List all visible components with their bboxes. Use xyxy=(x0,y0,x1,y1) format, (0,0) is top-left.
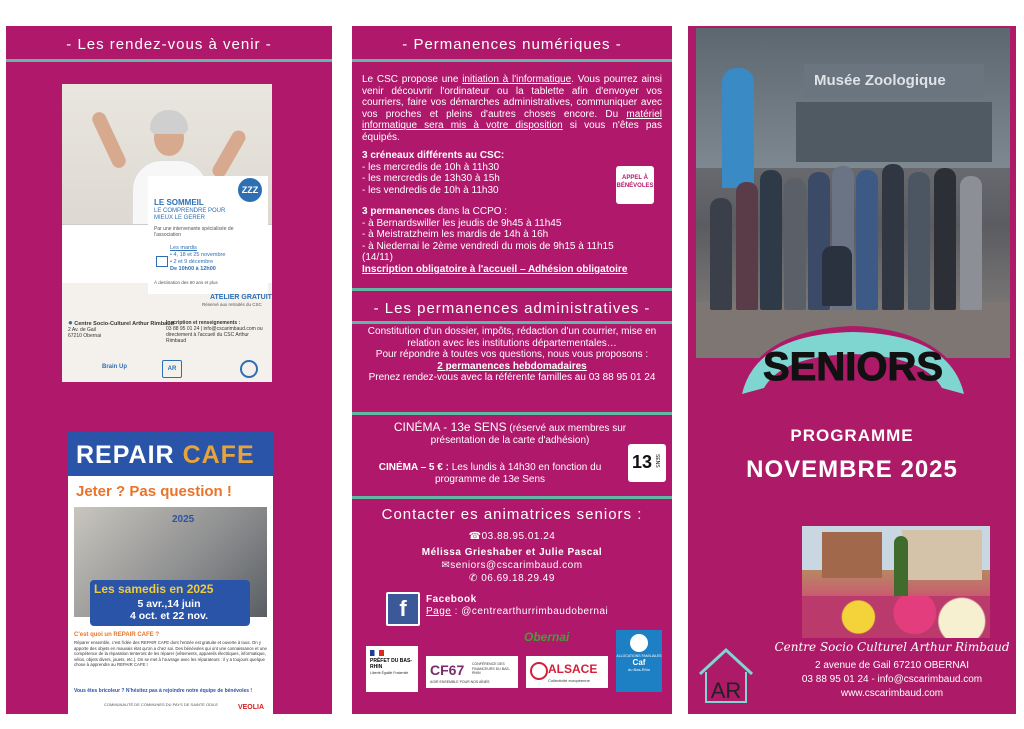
13e-sens-logo: 13 SENS xyxy=(628,444,666,482)
sommeil-note: Par une intervenante spécialisée de l'association xyxy=(154,226,234,238)
creneaux-block: 3 créneaux différents au CSC: - les mercredis de 10h à 11h30 - les mercredis de 13h30 à 15h - les vendredis de 10h à 11h30 xyxy=(362,150,622,196)
centre-website[interactable]: www.cscarimbaud.com xyxy=(840,688,944,699)
permanence-item: (14/11) xyxy=(362,252,393,264)
month-title: NOVEMBRE 2025 xyxy=(746,456,958,483)
repair-cafe-body: Réparer ensemble, c'est l'idée des REPAIR CAFE dont l'entrée est gratuite et ouverte à tous. On y apporte des objets en mauvais état qu'on a chez soi. Des bénévoles qui ont une connaissance et une compétence de la réparation tenteront de les réparer (vêtements, appareils électriques, informatique, vélos, objets divers, jouets, etc.). On se met à l'ouvrage avec les réparateurs : il y a toujours quelque chose à apprendre au REPAIR CAFE ! xyxy=(74,640,267,668)
divider xyxy=(352,412,672,415)
repair-cafe-title: REPAIR CAFE xyxy=(76,441,255,469)
ar-house-logo xyxy=(696,644,756,706)
contact-names: Mélissa Grieshaber et Julie Pascal xyxy=(421,547,603,558)
facebook-icon[interactable]: f xyxy=(386,592,420,626)
centre-address: 2 avenue de Gail 67210 OBERNAI xyxy=(815,660,969,671)
sommeil-title: LE SOMMEIL xyxy=(154,198,204,207)
calendar-icon xyxy=(156,256,168,267)
admin-block: Constitution d'un dossier, impôts, rédaction d'un courrier, mise en relation avec les institutions départementales… Pour répondre à toutes vos questions, nous vous proposons : 2 permanences hebdomadaires Prenez rendez-vous avec la référente familles au 03 88 95 01 24 xyxy=(367,326,657,384)
permanence-item: - à Meistratzheim les mardis de 14h à 16h xyxy=(362,229,549,241)
panel-title: - Les rendez-vous à venir - xyxy=(66,36,272,53)
permanences-ccpo: 3 permanences dans la CCPO : - à Bernardswiller les jeudis de 9h45 à 11h45 - à Meistratzheim les mardis de 14h à 16h - à Niedernai le 2ème vendredi du mois de 9h15 à 11h15 (14/11) Inscription obligatoire à l'accueil – Adhésion obligatoire xyxy=(362,206,667,276)
partner-logo xyxy=(240,360,258,378)
brain-up-logo: Brain Up xyxy=(102,364,128,370)
centre-contact[interactable]: 03 88 95 01 24 - info@cscarimbaud.com xyxy=(801,674,983,685)
sommeil-dates: Les mardis • 4, 18 et 25 novembre • 2 et 9 décembre De 10h00 à 12h00 xyxy=(170,245,226,272)
caf-logo: ALLOCATIONS FAMILIALES Caf du Bas-Rhin xyxy=(616,630,662,692)
contact-email[interactable]: ✉seniors@cscarimbaud.com xyxy=(441,560,583,571)
atelier-sub: Réservé aux retraités du CSC xyxy=(202,302,262,307)
seniors-banner xyxy=(728,316,978,426)
creneau-item: - les mercredis de 13h30 à 15h xyxy=(362,173,500,185)
inscription-obligatoire: Inscription obligatoire à l'accueil – Adhésion obligatoire xyxy=(362,263,628,275)
zzz-icon: ZZZ xyxy=(238,178,262,202)
cinema-block: CINÉMA - 13e SENS (réservé aux membres sur présentation de la carte d'adhésion) xyxy=(393,420,627,446)
repair-cafe-footer: COMMUNAUTÉ DE COMMUNES DU PAYS DE SAINTE ODILE VEOLIA xyxy=(104,702,264,711)
panel-cover xyxy=(688,26,1016,714)
contact-phone[interactable]: ☎03.88.95.01.24 xyxy=(468,531,556,542)
musee-sign: Musée Zoologique xyxy=(814,72,946,89)
repair-cafe-question: C'est quoi un REPAIR CAFE ? xyxy=(74,632,159,638)
cinema-price: CINÉMA – 5 € : Les lundis à 14h30 en fonction du programme de 13e Sens xyxy=(378,462,602,485)
divider xyxy=(352,496,672,499)
programme-label: PROGRAMME xyxy=(790,426,914,445)
seniors-title: SENIORS xyxy=(762,345,944,389)
permanence-item: - à Niedernai le 2ème vendredi du mois de 9h15 à 11h15 xyxy=(362,240,614,252)
sommeil-address: ● Centre Socio-Culturel Arthur Rimbaud 2 Av. de Gail 67210 Obernai xyxy=(68,318,174,339)
divider xyxy=(6,59,332,62)
svg-text:AR: AR xyxy=(710,678,742,703)
flowers-photo xyxy=(802,526,990,638)
creneau-item: - les vendredis de 10h à 11h30 xyxy=(362,184,499,196)
alsace-logo: ALSACE Collectivité européenne xyxy=(526,656,608,688)
contact-mobile[interactable]: ✆ 06.69.18.29.49 xyxy=(469,573,555,584)
facebook-block[interactable]: Facebook Page : @centrearthurrimbaudobernai xyxy=(426,594,609,617)
creneau-item: - les mercredis de 10h à 11h30 xyxy=(362,161,500,173)
flag-banner xyxy=(722,68,754,188)
panel-permanences xyxy=(352,26,672,714)
sommeil-inscription: Inscription et renseignements : 03 88 95 01 24 | info@cscarimbaud.com ou directement à l'accueil du CSC Arthur Rimbaud xyxy=(166,320,263,344)
centre-name: Centre Socio Culturel Arthur Rimbaud xyxy=(774,640,1010,654)
permanence-item: - à Bernardswiller les jeudis de 9h45 à 11h45 xyxy=(362,217,562,229)
contact-block xyxy=(352,530,672,585)
cf67-logo: CF67 CONFÉRENCE DES FINANCEURS DU BAS-RHIN AGIR ENSEMBLE POUR NOS AÎNÉS xyxy=(426,656,518,688)
sommeil-audience: À destination des 60 ans et plus xyxy=(154,280,218,285)
repair-cafe-dates: 5 avr.,14 juin 4 oct. et 22 nov. xyxy=(130,598,208,622)
sommeil-poster xyxy=(62,84,272,382)
numerique-intro: Le CSC propose une initiation à l'informatique. Vous pourrez ainsi venir découvrir l'ordinateur ou la tablette afin d'envoyer vos courriers, faire vos démarches administratives, communiquer avec vos proches et pleins d'autres choses encore. Du matériel informatique sera mis à votre disposition si vous n'êtes pas équipés. xyxy=(362,74,663,143)
divider xyxy=(352,321,672,324)
atelier-gratuit: ATELIER GRATUIT xyxy=(210,294,272,301)
veolia-logo: VEOLIA xyxy=(237,704,264,711)
sommeil-logos xyxy=(102,356,262,378)
obernai-logo: Obernai xyxy=(524,630,570,644)
divider xyxy=(352,59,672,62)
divider xyxy=(352,288,672,291)
contact-title: Contacter es animatrices seniors : xyxy=(381,506,643,523)
appel-benevoles-badge: APPEL À BÉNÉVOLES xyxy=(616,166,654,204)
admin-title: - Les permanences administratives - xyxy=(373,300,651,317)
group-photo xyxy=(696,28,1010,358)
repair-cafe-bricoleur: Vous êtes bricoleur ? N'hésitez pas à rejoindre notre équipe de bénévoles ! xyxy=(74,688,253,694)
panel-title: - Permanences numériques - xyxy=(402,36,622,53)
repair-cafe-poster xyxy=(68,432,273,722)
location-pin-icon: ● xyxy=(68,318,73,327)
repair-cafe-subtitle: Jeter ? Pas question ! xyxy=(76,483,232,500)
panel-rendez-vous xyxy=(6,26,332,714)
repair-cafe-samedis: Les samedis en 2025 xyxy=(94,582,214,596)
repair-cafe-year: 2025 xyxy=(172,514,195,525)
ar-logo: AR xyxy=(162,360,182,378)
sommeil-subtitle: LE COMPRENDRE POUR MIEUX LE GERER xyxy=(154,208,226,221)
prefet-logo: PRÉFET DU BAS-RHIN Liberté Égalité Fraternité xyxy=(366,646,418,692)
